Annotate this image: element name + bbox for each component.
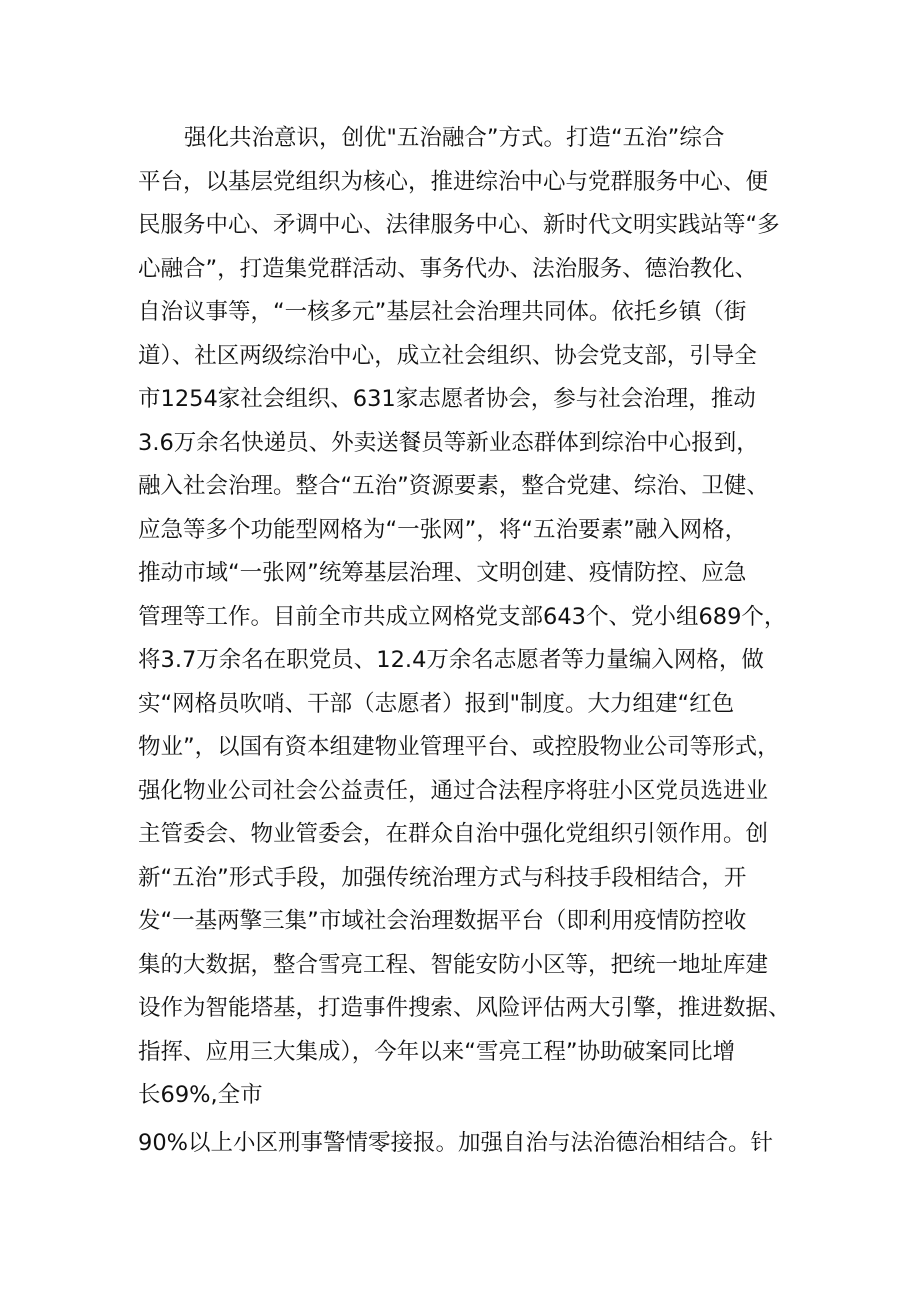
text-line-24: 90%以上小区刑事警情零接报。加强自治与法治德治相结合。针 (138, 1130, 774, 1156)
text-line-10: 应急等多个功能型网格为“一张网”，将“五治要素”融入网格， (138, 517, 748, 543)
text-line-9: 融入社会治理。整合“五治”资源要素，整合党建、综治、卫健、 (138, 473, 769, 499)
text-line-8: 3.6万余名快递员、外卖送餐员等新业态群体到综治中心报到， (138, 430, 759, 456)
text-line-13: 将3.7万余名在职党员、12.4万余名志愿者等力量编入网格，做 (138, 647, 764, 673)
text-line-6: 道）、社区两级综治中心，成立社会组织、协会党支部，引导全 (138, 343, 757, 369)
text-line-4: 心融合”，打造集党群活动、事务代办、法治服务、德治教化、 (138, 256, 758, 282)
text-line-19: 发“一基两擎三集”市域社会治理数据平台（即利用疫情防控收 (138, 908, 747, 934)
text-line-21: 设作为智能塔基，打造事件搜索、风险评估两大引擎，推进数据、 (138, 995, 791, 1021)
text-line-12: 管理等工作。目前全市共成立网格党支部643个、党小组689个， (138, 604, 787, 630)
text-line-23: 长69%,全市 (138, 1082, 263, 1108)
text-line-1: 强化共治意识，创优"五治融合”方式。打造“五治”综合 (184, 125, 725, 151)
text-line-17: 主管委会、物业管委会，在群众自治中强化党组织引领作用。创 (138, 821, 769, 847)
text-line-11: 推动市域“一张网”统筹基层治理、文明创建、疫情防控、应急 (138, 560, 747, 586)
text-line-5: 自治议事等，“一核多元”基层社会治理共同体。依托乡镇（街 (138, 299, 747, 325)
text-line-3: 民服务中心、矛调中心、法律服务中心、新时代文明实践站等“多 (138, 212, 780, 238)
text-line-2: 平台，以基层党组织为核心，推进综治中心与党群服务中心、便 (138, 169, 769, 195)
text-line-18: 新“五治”形式手段，加强传统治理方式与科技手段相结合，开 (138, 865, 747, 891)
text-line-14: 实“网格员吹哨、干部（志愿者）报到"制度。大力组建“红色 (138, 691, 735, 717)
text-line-20: 集的大数据，整合雪亮工程、智能安防小区等，把统一地址库建 (138, 952, 769, 978)
text-line-16: 强化物业公司社会公益责任，通过合法程序将驻小区党员选进业 (138, 778, 769, 804)
text-line-22: 指挥、应用三大集成），今年以来“雪亮工程”协助破案同比增 (138, 1039, 736, 1065)
text-line-7: 市1254家社会组织、631家志愿者协会，参与社会治理，推动 (138, 386, 756, 412)
text-line-15: 物业”，以国有资本组建物业管理平台、或控股物业公司等形式， (138, 734, 780, 760)
